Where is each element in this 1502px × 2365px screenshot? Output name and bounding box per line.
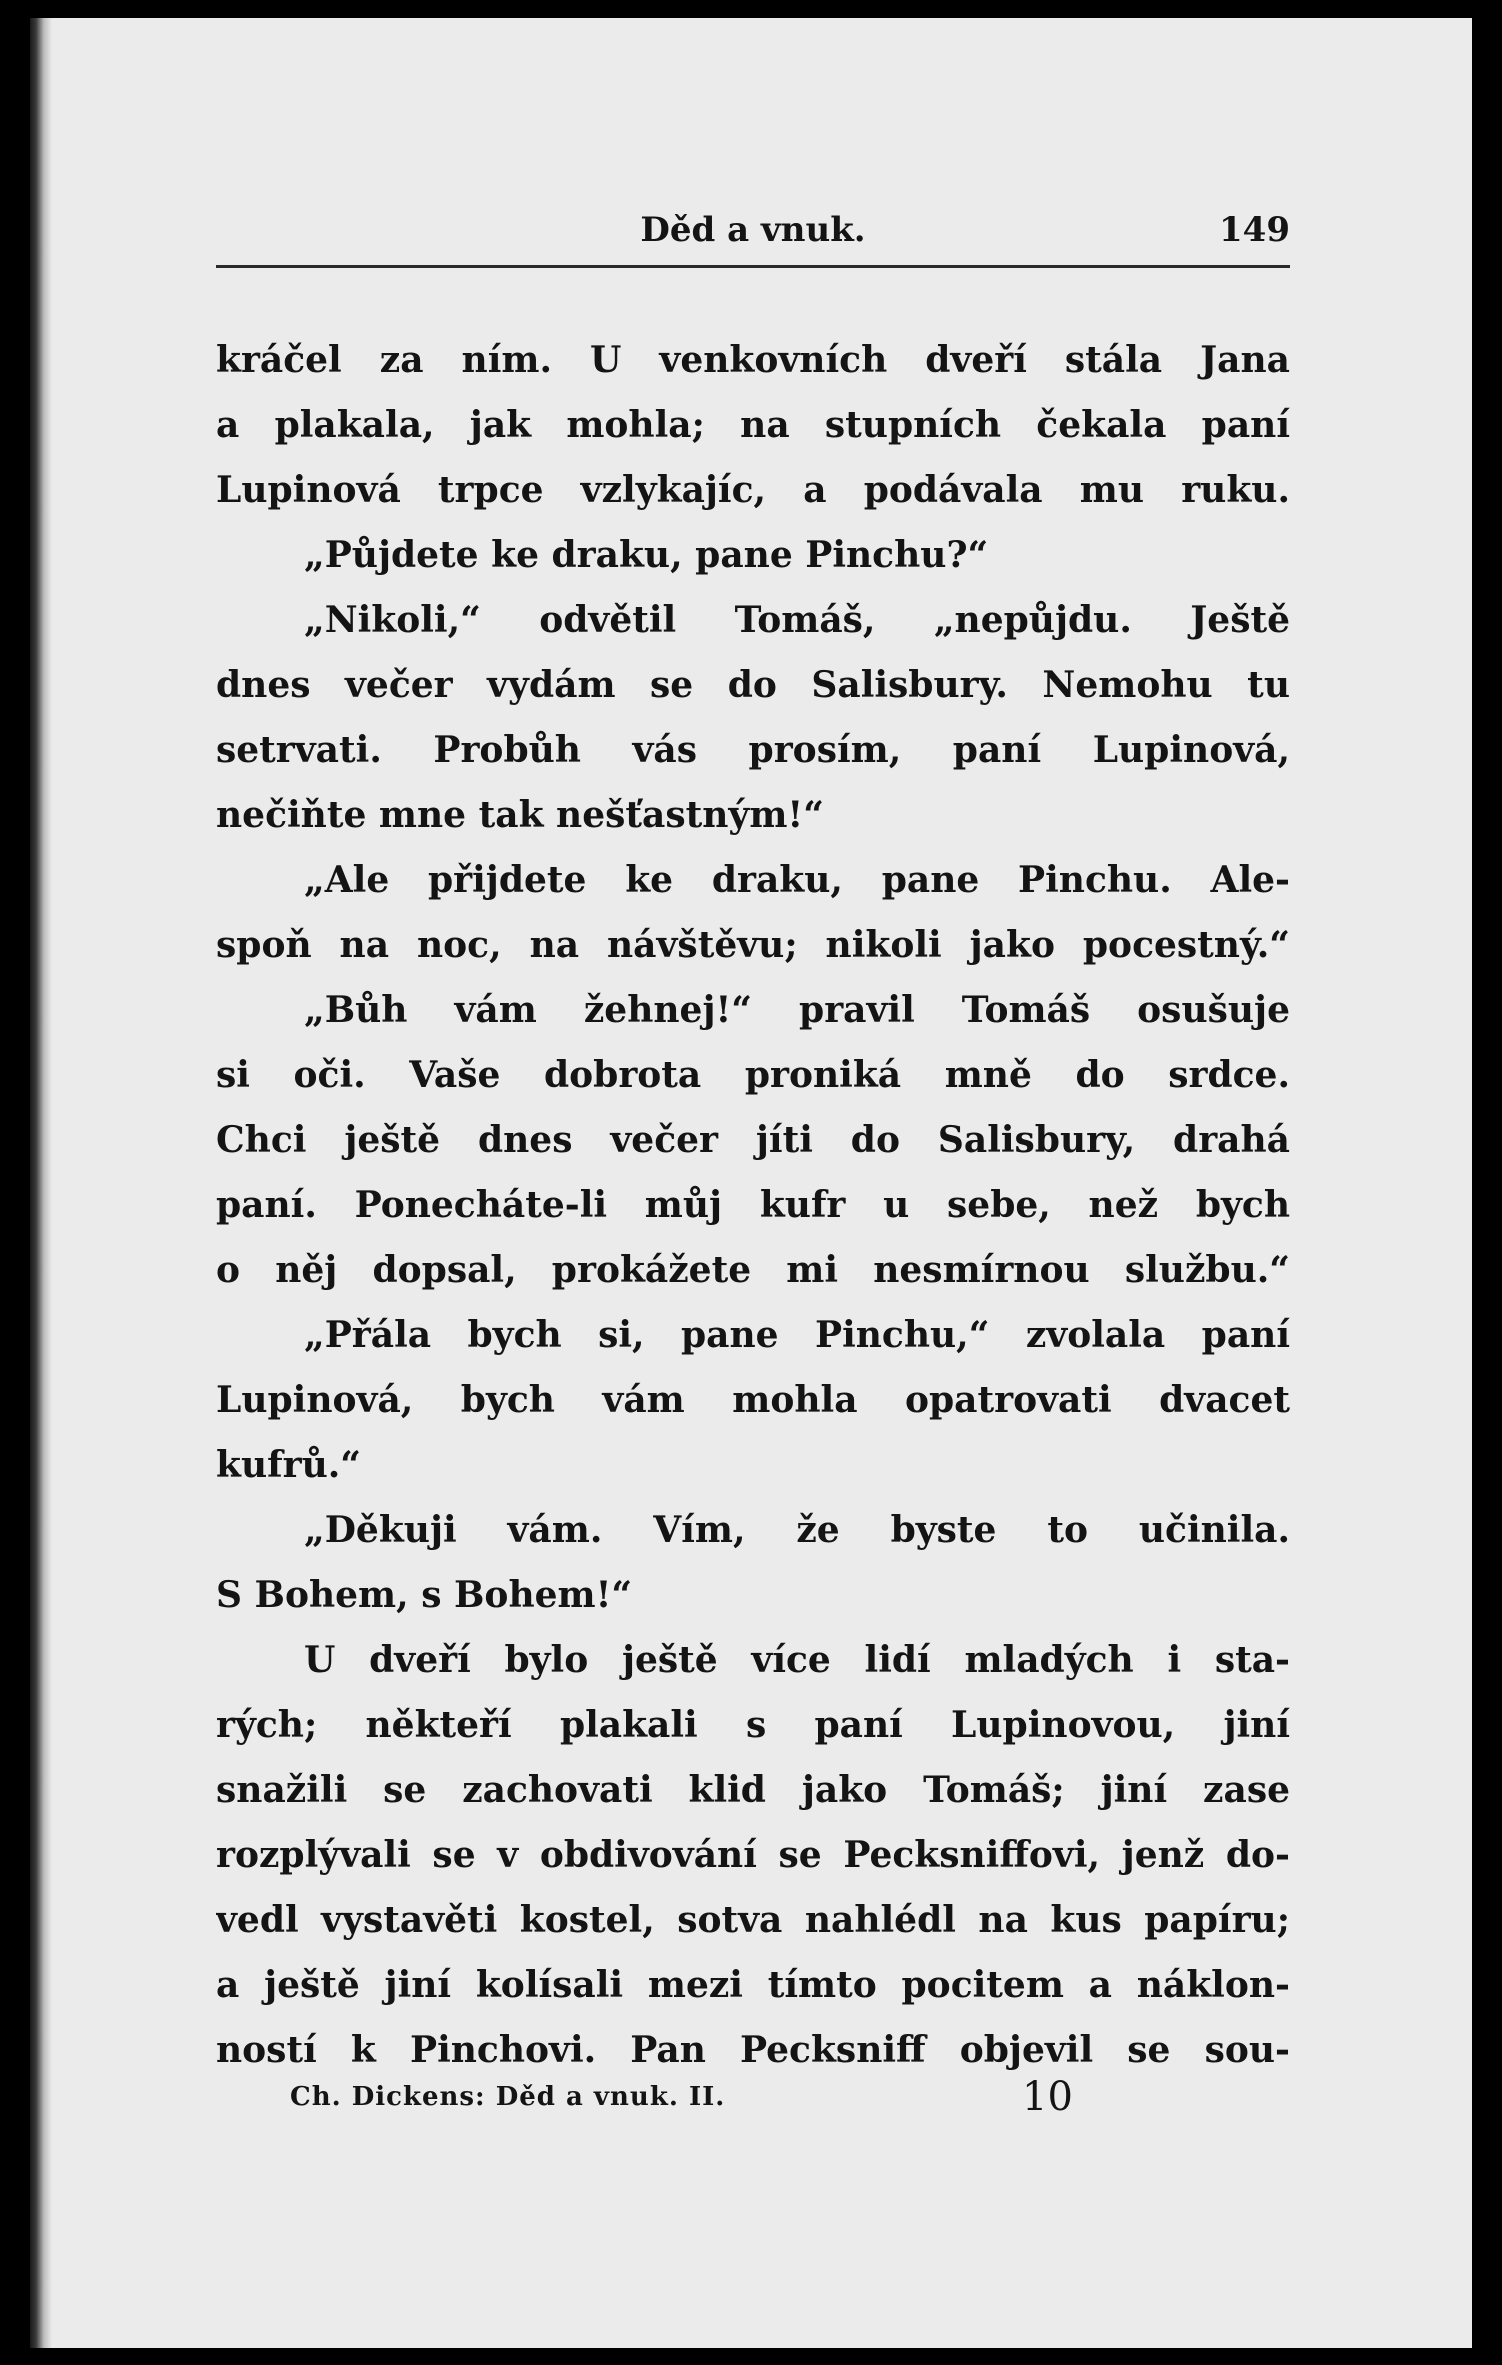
text-line: U dveří bylo ještě více lidí mladých i sta- [304,1639,1290,1681]
text-line: S Bohem, s Bohem!“ [216,1574,633,1616]
running-head [216,200,1290,260]
text-line: paní. Ponecháte-li můj kufr u sebe, než bych [216,1184,1290,1226]
header-rule [216,265,1290,268]
text-line: snažili se zachovati klid jako Tomáš; jiní zase [216,1769,1290,1811]
page-footer [290,2072,1290,2132]
text-line: si oči. Vaše dobrota proniká mně do srdce. [216,1054,1290,1096]
text-line: Lupinová trpce vzlykajíc, a podávala mu ruku. [216,469,1290,511]
printer-signature: Ch. Dickens: Děd a vnuk. II. [290,2082,726,2112]
text-line: rozplývali se v obdivování se Pecksniffovi, jenž do- [216,1834,1290,1876]
text-line: „Bůh vám žehnej!“ pravil Tomáš osušuje [304,989,1290,1031]
text-line: kufrů.“ [216,1444,361,1486]
text-line: „Půjdete ke draku, pane Pinchu?“ [304,534,989,576]
text-line: Lupinová, bych vám mohla opatrovati dvacet [216,1379,1290,1421]
text-line: „Přála bych si, pane Pinchu,“ zvolala paní [304,1314,1290,1356]
body-text [216,328,1290,2083]
book-page [30,18,1472,2348]
text-line: „Děkuji vám. Vím, že byste to učinila. [304,1509,1290,1551]
text-line: setrvati. Probůh vás prosím, paní Lupinová, [216,729,1290,771]
binding-shadow [30,18,52,2348]
text-line: rých; někteří plakali s paní Lupinovou, jiní [216,1704,1290,1746]
text-line: spoň na noc, na návštěvu; nikoli jako pocestný.“ [216,924,1290,966]
text-line: „Nikoli,“ odvětil Tomáš, „nepůjdu. Ještě [304,599,1290,641]
text-line: o něj dopsal, prokážete mi nesmírnou službu.“ [216,1249,1290,1291]
text-line: nečiňte mne tak nešťastným!“ [216,794,824,836]
text-line: a ještě jiní kolísali mezi tímto pocitem a náklon- [216,1964,1290,2006]
text-line: „Ale přijdete ke draku, pane Pinchu. Ale- [304,859,1290,901]
text-line: Chci ještě dnes večer jíti do Salisbury, drahá [216,1119,1290,1161]
text-line: kráčel za ním. U venkovních dveří stála Jana [216,339,1290,381]
text-line: ností k Pinchovi. Pan Pecksniff objevil se sou- [216,2029,1290,2071]
page-number: 149 [1219,210,1290,250]
sheet-number: 10 [1022,2074,1073,2120]
text-line: vedl vystavěti kostel, sotva nahlédl na kus papíru; [216,1899,1290,1941]
running-title: Děd a vnuk. [640,210,866,250]
text-line: a plakala, jak mohla; na stupních čekala paní [216,404,1290,446]
text-line: dnes večer vydám se do Salisbury. Nemohu tu [216,664,1290,706]
